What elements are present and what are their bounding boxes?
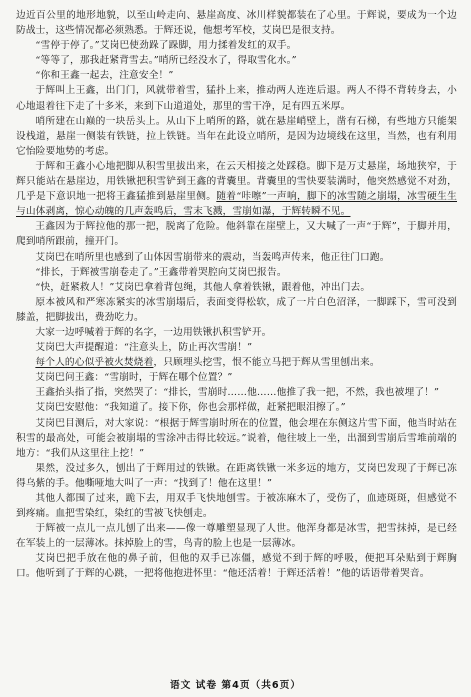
paragraph-text: “雪停于停了。”艾岗巴使劲跺了跺脚，用力揉着发红的双手。 bbox=[35, 40, 297, 52]
story-paragraph bbox=[16, 325, 457, 340]
story-paragraph bbox=[16, 551, 457, 581]
story-paragraph bbox=[16, 400, 457, 415]
story-paragraph bbox=[16, 68, 457, 83]
paragraph-text: 于辉和王鑫小心地把脚从积雪里拔出来，在云天相接之处踩稳。脚下是万丈悬崖，场地狭窄，于辉只能站在悬崖边，用铁锹把积雪铲到王鑫的背囊里。背囊里的雪快要装满时，他突然感觉不对劲，几乎是下意识地一把将王鑫猛推到悬崖里侧。 bbox=[16, 160, 457, 203]
paragraph-text: 艾岗巴问王鑫：“雪崩时，于辉在哪个位置？” bbox=[35, 372, 233, 384]
page-footer: 语文 试卷 第4页（共6页） bbox=[169, 679, 302, 691]
story-paragraph bbox=[16, 8, 457, 38]
story-paragraph bbox=[16, 521, 457, 551]
story-paragraph bbox=[16, 461, 457, 491]
story-paragraph bbox=[16, 38, 457, 53]
story-paragraph bbox=[16, 385, 457, 400]
paragraph-text: 艾岗巴把手放在他的鼻子前，但他的双手已冻僵，感觉不到于辉的呼吸，便把耳朵贴到于辉胸口。他听到了于辉的心跳，一把将他抱进怀里：“他还活着！于辉还活着！”他的话语带着哭音。 bbox=[16, 553, 457, 580]
paragraph-text: “排长，于辉被雪崩卷走了。”王鑫带着哭腔向艾岗巴报告。 bbox=[35, 266, 287, 278]
paragraph-text: 王鑫抬头指了指，突然哭了：“排长，雪崩时……他……他推了我一把，不然，我也被埋了！” bbox=[35, 387, 440, 399]
story-paragraph bbox=[16, 340, 457, 355]
story-paragraph bbox=[16, 491, 457, 521]
story-paragraph bbox=[16, 416, 457, 461]
story-paragraph bbox=[16, 265, 457, 280]
story-paragraph bbox=[16, 114, 457, 159]
story-paragraph bbox=[16, 219, 457, 249]
paragraph-text: 边近百公里的地形地貌，以至山岭走向、悬崖高度、冰川样貌都装在了心里。于辉说，要成为一个边防战士，这些情况都必须熟悉。于辉还说，他想考军校，艾岗巴是很支持。 bbox=[16, 10, 457, 37]
underlined-sentence: 每个人的心似乎被火焚烧着 bbox=[35, 357, 154, 369]
paragraph-text: “你和王鑫一起去，注意安全！” bbox=[35, 70, 174, 82]
story-paragraph bbox=[16, 295, 457, 325]
story-paragraph bbox=[16, 355, 457, 370]
paragraph-text: 大家一边呼喊着于辉的名字，一边用铁锹扒积雪铲开。 bbox=[35, 326, 272, 338]
paragraph-text: 于辉被一点儿一点儿刨了出来——像一尊雕塑显现了人世。他浑身都是冰雪，把雪抹掉，是已经在军装上的一层薄冰。抹掉脸上的雪，鸟青的脸上也是一层薄冰。 bbox=[16, 523, 457, 550]
paragraph-text: 艾岗巴目测后，对大家说：“根据于辉雪崩时所在的位置，他会埋在东侧这片雪下面，他当时站在积雪的最高处，可能会被崩塌的雪涂冲击得比较远。”说着，他往坡上一坐，出溜到雪崩后雪堆前端的地方：“我们从这里往上挖！” bbox=[16, 417, 457, 459]
story-paragraph bbox=[16, 159, 457, 219]
story-paragraph bbox=[16, 370, 457, 385]
paragraph-text: 原本被风和严寒冻紧实的冰雪崩塌后，表面变得松软，成了一片白色沼泽，一脚踩下，雪可没到膝盖，把脚拔出，费劲吃力。 bbox=[16, 296, 457, 323]
paragraph-text: 艾岗巴在哨所里也感到了山体因雪崩带来的震动，当轰鸣声传来，他正往门口跑。 bbox=[35, 251, 390, 263]
paragraph-text: 果然，没过多久，刨出了于辉用过的铁锹。在距离铁锹一米多远的地方，艾岗巴发现了于辉已冻得乌紫的手。他嘶哑地大叫了一声：“找到了！他在这里！” bbox=[16, 462, 457, 489]
story-paragraph bbox=[16, 280, 457, 295]
story-paragraph bbox=[16, 250, 457, 265]
story-paragraph bbox=[16, 53, 457, 68]
underlined-sentence: 随着“咔嚓”一声响，脚下的冰雪随之崩塌，冰雪硬生生与山体剥离，惊心动魄的几声轰鸣后，雪末飞溅，雪崩如瀑，于辉转瞬不见。 bbox=[16, 191, 458, 218]
paragraph-text: “等等了，那我赶紧背雪去。”哨所已经没水了，得取雪化水。” bbox=[35, 55, 297, 67]
paragraph-text: ，只顾埋头挖雪，恨不能立马把于辉从雪里刨出来。 bbox=[153, 357, 380, 369]
paragraph-text: 哨所建在山巅的一块岳头上。从山下上哨所的路，就在悬崖峭壁上，凿有石梯，有些地方只能架设栈道，悬崖一侧装有铁链，拉上铁链。当年在此设立哨所，是因为边境线在这里，当然，也有利用它怡险要地势的考虑。 bbox=[16, 115, 457, 157]
paragraph-text: 艾岗巴大声提醒道：“注意头上，防止再次雪崩！” bbox=[35, 342, 253, 354]
paragraph-text: 艾岗巴安慰他：“我知道了。接下你，你也会那样做，赶紧把眼泪擦了。” bbox=[35, 402, 346, 414]
paragraph-text: “快，赶紧救人！”艾岗巴拿着背包绳，其他人拿着铁锹，跟着他，冲出门去。 bbox=[35, 281, 371, 293]
paragraph-text: 王鑫因为于辉拉他的那一把，脱离了危险。他斜靠在崖壁上，又大喊了一声“于辉”，于脚并用，爬到哨所跟前，撞开门。 bbox=[16, 221, 457, 248]
story-paragraph bbox=[16, 83, 457, 113]
story-body bbox=[16, 8, 457, 582]
paragraph-text: 于辉叫上王鑫，出门门，风就带着雪，猛扑上来，推动两人连连后退。两人不得不背转身去，小心地退着往下走了十多米，来到下山道道处，那里的雪干净，足有四五米厚。 bbox=[16, 85, 457, 112]
paragraph-text: 其他人都围了过来，跪下去，用双手飞快地刨雪。于被冻麻木了，受伤了，血迹斑斑，但感觉不到疼痛。血把雪染红，染红的雪被飞快刨走。 bbox=[16, 493, 457, 520]
